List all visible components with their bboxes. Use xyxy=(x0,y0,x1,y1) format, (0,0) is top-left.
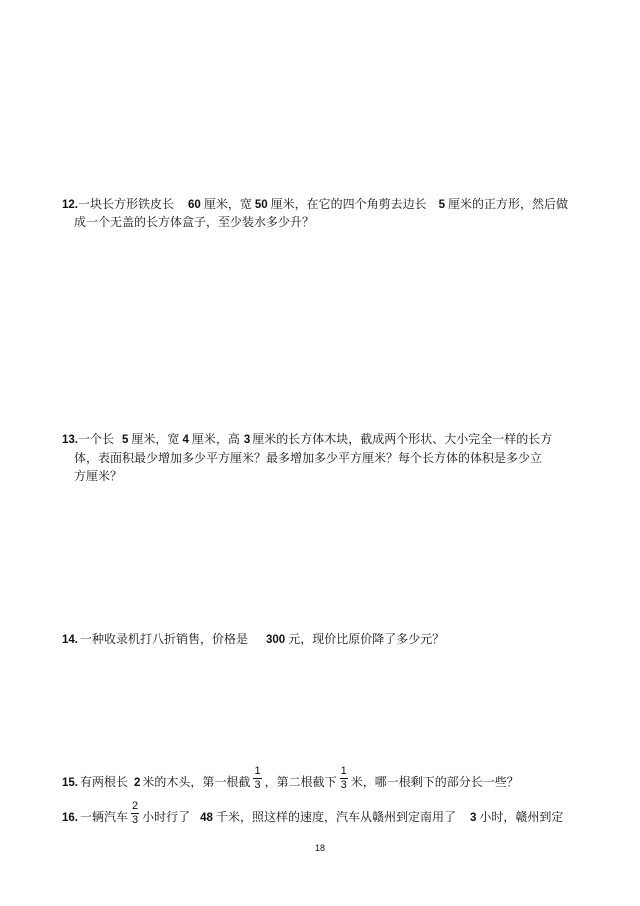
problem-number: 13. xyxy=(62,434,78,446)
text: 体，表面积最少增加多少平方厘米？最多增加多少平方厘米？每个长方体的体积是多少立 xyxy=(74,451,543,465)
value: 48 xyxy=(200,812,213,824)
value: 2 xyxy=(134,777,141,789)
problem-13-line-3 xyxy=(74,468,122,484)
value: 50 xyxy=(254,199,268,211)
problem-12-line-1 xyxy=(62,196,568,213)
text: 一块长方形铁皮长 xyxy=(78,197,175,211)
text: 元，现价比原价降了多少元？ xyxy=(288,632,445,646)
problem-14-line-1 xyxy=(62,631,444,648)
text: 一种收录机打八折销售，价格是 xyxy=(80,632,249,646)
text: 厘米，宽 xyxy=(131,432,180,446)
problem-number: 12. xyxy=(62,199,78,211)
fraction-numerator: 2 xyxy=(132,800,139,812)
fraction-numerator: 1 xyxy=(254,765,261,777)
fraction-numerator: 1 xyxy=(340,765,347,777)
problem-12-line-2 xyxy=(74,214,314,230)
text: 成一个无盖的长方体盒子，至少装水多少升？ xyxy=(74,215,315,229)
text: 有两根长 xyxy=(80,775,129,789)
fraction-denominator: 3 xyxy=(340,779,347,791)
value: 3 xyxy=(469,812,477,824)
text: 厘米的长方体木块，截成两个形状、大小完全一样的长方 xyxy=(252,432,553,446)
fraction-denominator: 3 xyxy=(132,814,139,826)
value: 4 xyxy=(182,434,189,446)
value: 5 xyxy=(438,199,446,211)
problem-13-line-1 xyxy=(62,431,552,448)
text: 厘米，宽 xyxy=(203,197,252,211)
text: 小时，赣州到定 xyxy=(479,810,564,824)
text: ，第二根截下 xyxy=(264,775,337,789)
problem-number: 16. xyxy=(62,812,78,824)
problem-13-line-2 xyxy=(74,450,542,466)
problem-15-line-1 xyxy=(62,765,519,792)
problem-number: 14. xyxy=(62,634,78,646)
value: 60 xyxy=(188,199,201,211)
fraction xyxy=(253,765,261,792)
value: 5 xyxy=(122,434,129,446)
text: 厘米的正方形，然后做 xyxy=(448,197,569,211)
text: 厘米，在它的四个角剪去边长 xyxy=(270,197,427,211)
text: 米的木头，第一根截 xyxy=(142,775,251,789)
fraction xyxy=(131,800,139,827)
fraction xyxy=(340,765,348,792)
text: 千米，照这样的速度，汽车从赣州到定南用了 xyxy=(215,810,456,824)
text: 方厘米？ xyxy=(74,469,123,483)
text: 小时行了 xyxy=(142,810,191,824)
text: 一个长 xyxy=(78,432,115,446)
value: 3 xyxy=(243,434,251,446)
problem-16-line-1 xyxy=(62,800,564,827)
value: 300 xyxy=(266,634,286,646)
text: 一辆汽车 xyxy=(80,810,129,824)
text: 米，哪一根剩下的部分长一些？ xyxy=(350,775,519,789)
problem-number: 15. xyxy=(62,777,78,789)
text: 厘米，高 xyxy=(191,432,240,446)
page-number: 18 xyxy=(314,843,325,853)
fraction-denominator: 3 xyxy=(254,779,261,791)
